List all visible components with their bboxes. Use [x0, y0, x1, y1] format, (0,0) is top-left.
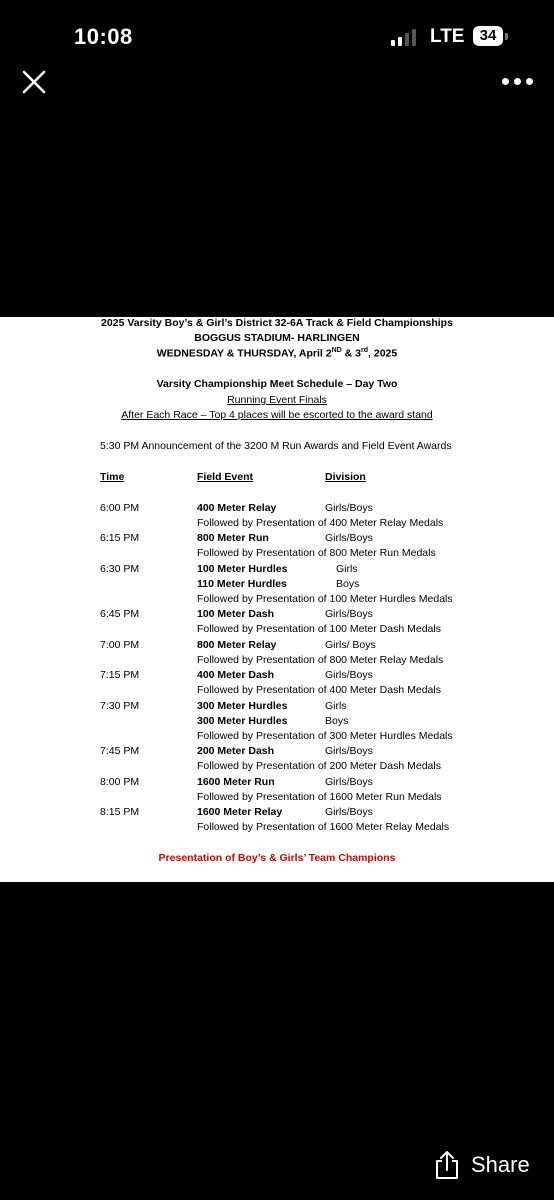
row-division: Girls/Boys — [325, 608, 373, 620]
row-time: 6:45 PM — [100, 608, 140, 620]
doc-venue: BOGGUS STADIUM- HARLINGEN — [194, 332, 360, 344]
row-event: 200 Meter Dash — [197, 745, 275, 757]
share-label: Share — [471, 1152, 530, 1177]
row-note: Followed by Presentation of 100 Meter Hurdles Medals — [197, 593, 453, 605]
row-time: 8:15 PM — [100, 806, 140, 818]
row-event: 1600 Meter Relay — [197, 806, 283, 818]
row-time: 7:00 PM — [100, 639, 140, 651]
row-event: 100 Meter Dash — [197, 608, 275, 620]
viewer-toolbar — [0, 60, 554, 106]
doc-date: WEDNESDAY & THURSDAY, April 2ND & 3rd, 2025 — [156, 347, 398, 360]
row-event: 400 Meter Relay — [197, 502, 277, 514]
header-division: Division — [325, 471, 366, 483]
team-champions-note: Presentation of Boy’s & Girls’ Team Champions — [158, 852, 396, 864]
row-time: 8:00 PM — [100, 776, 140, 788]
row-division: Girls/Boys — [325, 502, 373, 514]
row-time: 7:30 PM — [100, 700, 140, 712]
header-event: Field Event — [197, 471, 254, 483]
row-event: 800 Meter Relay — [197, 639, 277, 651]
network-label: LTE — [430, 26, 465, 47]
row-event: 800 Meter Run — [197, 532, 269, 544]
row-event: 1600 Meter Run — [197, 776, 275, 788]
row-note: Followed by Presentation of 400 Meter Dash Medals — [197, 684, 441, 696]
row-note: Followed by Presentation of 400 Meter Relay Medals — [197, 517, 444, 529]
row-division: Girls/Boys — [325, 669, 373, 681]
row-event-2: 300 Meter Hurdles — [197, 715, 288, 727]
battery-tip — [505, 33, 508, 40]
row-division-2: Boys — [336, 578, 360, 590]
row-division: Girls/Boys — [325, 806, 373, 818]
row-division: Girls/Boys — [325, 776, 373, 788]
announcement: 5:30 PM Announcement of the 3200 M Run Awards and Field Event Awards — [100, 440, 452, 452]
row-note: Followed by Presentation of 300 Meter Hurdles Medals — [197, 730, 453, 742]
row-note: Followed by Presentation of 800 Meter Relay Medals — [197, 654, 444, 666]
row-note: Followed by Presentation of 100 Meter Dash Medals — [197, 623, 441, 635]
row-note: Followed by Presentation of 800 Meter Run Medals — [197, 547, 436, 559]
row-time: 6:00 PM — [100, 502, 140, 514]
row-event: 100 Meter Hurdles — [197, 563, 288, 575]
signal-icon — [391, 28, 423, 46]
battery-icon: 34 — [473, 26, 503, 46]
row-event: 400 Meter Dash — [197, 669, 275, 681]
row-division: Girls — [325, 700, 347, 712]
award-note: After Each Race – Top 4 places will be escorted to the award stand — [121, 409, 433, 421]
row-note: Followed by Presentation of 200 Meter Dash Medals — [197, 760, 441, 772]
row-division: Girls/Boys — [325, 745, 373, 757]
running-finals: Running Event Finals — [227, 394, 327, 406]
row-division: Girls — [336, 563, 358, 575]
clock: 10:08 — [74, 24, 133, 49]
row-time: 7:15 PM — [100, 669, 140, 681]
row-division-2: Boys — [325, 715, 349, 727]
schedule-title: Varsity Championship Meet Schedule – Day Two — [156, 378, 398, 390]
share-icon — [434, 1150, 460, 1185]
row-event-2: 110 Meter Hurdles — [197, 578, 287, 590]
doc-title: 2025 Varsity Boy’s & Girl’s District 32-6A Track & Field Championships — [101, 317, 453, 329]
more-icon[interactable] — [502, 74, 538, 90]
row-time: 6:15 PM — [100, 532, 140, 544]
row-event: 300 Meter Hurdles — [197, 700, 288, 712]
row-division: Girls/Boys — [325, 532, 373, 544]
row-note: Followed by Presentation of 1600 Meter Run Medals — [197, 791, 442, 803]
schedule-document — [0, 317, 554, 882]
close-icon[interactable] — [20, 68, 48, 96]
row-note: Followed by Presentation of 1600 Meter Relay Medals — [197, 821, 450, 833]
row-division: Girls/ Boys — [325, 639, 376, 651]
row-time: 7:45 PM — [100, 745, 140, 757]
row-time: 6:30 PM — [100, 563, 140, 575]
header-time: Time — [100, 471, 125, 483]
